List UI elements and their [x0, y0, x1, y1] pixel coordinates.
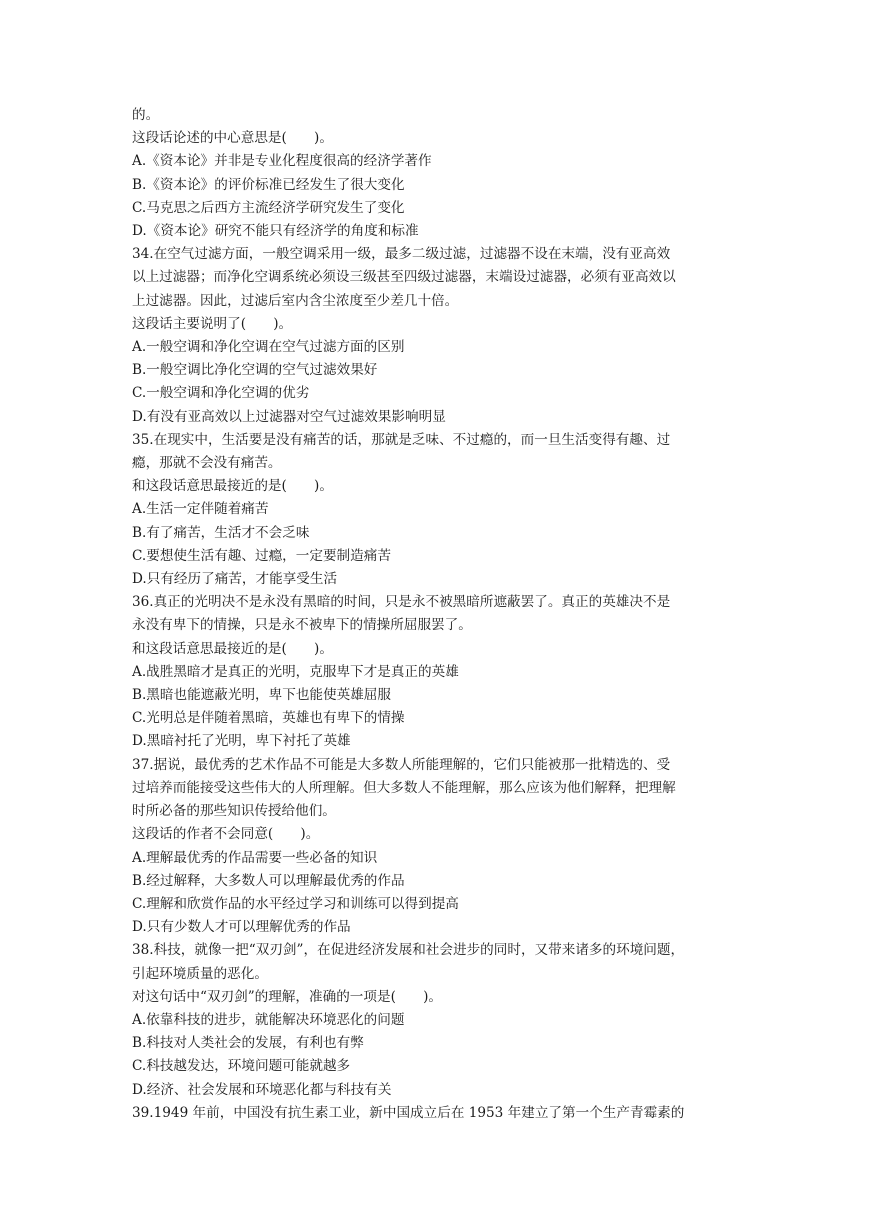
question-36: [132, 591, 742, 753]
question-34: [132, 243, 742, 429]
option-d: D.只有经历了痛苦，才能享受生活: [132, 571, 338, 588]
option-c: C.光明总是伴随着黑暗，英雄也有卑下的情操: [132, 710, 405, 727]
option-a: A.《资本论》并非是专业化程度很高的经济学著作: [132, 153, 432, 170]
passage-tail: 的。: [132, 107, 160, 123]
option-d: D.只有少数人才可以理解优秀的作品: [132, 919, 351, 936]
option-c: C.马克思之后西方主流经济学研究发生了变化: [132, 199, 405, 216]
question-37: [132, 754, 742, 940]
question-35: [132, 429, 742, 591]
passage-line: 以上过滤器；而净化空调系统必须设三级甚至四级过滤器，末端设过滤器，必须有亚高效以: [132, 269, 676, 286]
option-a: A.生活一定伴随着痛苦: [132, 501, 269, 518]
option-b: B.黑暗也能遮蔽光明，卑下也能使英雄屈服: [132, 687, 391, 704]
question-prompt: 和这段话意思最接近的是( )。: [132, 640, 333, 657]
passage-line: 37.据说，最优秀的艺术作品不可能是大多数人所能理解的，它们只能被那一批精选的、受: [132, 756, 671, 773]
passage-line: 39.1949 年前，中国没有抗生素工业，新中国成立后在 1953 年建立了第一个生产青霉素的: [132, 1104, 685, 1121]
option-b: B.有了痛苦，生活才不会乏味: [132, 524, 310, 541]
option-b: B.一般空调比净化空调的空气过滤效果好: [132, 362, 378, 379]
passage-line: 35.在现实中，生活要是没有痛苦的话，那就是乏味、不过瘾的，而一旦生活变得有趣、过: [132, 431, 671, 448]
option-b: B.科技对人类社会的发展，有利也有弊: [132, 1035, 364, 1052]
option-b: B.经过解释，大多数人可以理解最优秀的作品: [132, 872, 405, 889]
option-c: C.科技越发达，环境问题可能就越多: [132, 1058, 351, 1075]
passage-line: 38.科技，就像一把“双刃剑”，在促进经济发展和社会进步的同时，又带来诸多的环境问题，: [132, 942, 685, 959]
option-c: C.要想使生活有趣、过瘾，一定要制造痛苦: [132, 547, 391, 564]
option-d: D.黑暗衬托了光明，卑下衬托了英雄: [132, 733, 351, 750]
option-c: C.一般空调和净化空调的优劣: [132, 385, 310, 402]
passage-line: 引起环境质量的恶化。: [132, 965, 268, 982]
passage-line: 时所必备的那些知识传授给他们。: [132, 803, 336, 820]
passage-line: 34.在空气过滤方面，一般空调采用一级，最多二级过滤，过滤器不设在末端，没有亚高效: [132, 246, 671, 263]
option-a: A.理解最优秀的作品需要一些必备的知识: [132, 849, 378, 866]
question-prompt: 这段话论述的中心意思是( )。: [132, 130, 333, 147]
question-prompt: 这段话主要说明了( )。: [132, 315, 293, 332]
question-33-tail: [132, 104, 742, 243]
question-39: [132, 1102, 742, 1125]
passage-line: 永没有卑下的情操，只是永不被卑下的情操所屈服罢了。: [132, 617, 472, 634]
passage-line: 过培养而能接受这些伟大的人所理解。但大多数人不能理解，那么应该为他们解释，把理解: [132, 779, 676, 796]
passage-line: 36.真正的光明决不是永没有黑暗的时间，只是永不被黑暗所遮蔽罢了。真正的英雄决不是: [132, 594, 671, 611]
option-b: B.《资本论》的评价标准已经发生了很大变化: [132, 176, 405, 193]
option-d: D.经济、社会发展和环境恶化都与科技有关: [132, 1081, 392, 1098]
question-prompt: 这段话的作者不会同意( )。: [132, 826, 320, 843]
option-a: A.战胜黑暗才是真正的光明，克服卑下才是真正的英雄: [132, 663, 459, 680]
option-d: D.有没有亚高效以上过滤器对空气过滤效果影响明显: [132, 408, 446, 425]
document-page: [132, 104, 742, 1125]
option-a: A.一般空调和净化空调在空气过滤方面的区别: [132, 339, 405, 356]
question-prompt: 对这句话中“双刃剑”的理解，准确的一项是( )。: [132, 988, 442, 1005]
question-prompt: 和这段话意思最接近的是( )。: [132, 478, 333, 495]
passage-line: 瘾，那就不会没有痛苦。: [132, 455, 282, 472]
question-38: [132, 939, 742, 1101]
passage-line: 上过滤器。因此，过滤后室内含尘浓度至少差几十倍。: [132, 292, 459, 309]
option-c: C.理解和欣赏作品的水平经过学习和训练可以得到提高: [132, 895, 459, 912]
option-d: D.《资本论》研究不能只有经济学的角度和标准: [132, 223, 419, 240]
option-a: A.依靠科技的进步，就能解决环境恶化的问题: [132, 1011, 405, 1028]
